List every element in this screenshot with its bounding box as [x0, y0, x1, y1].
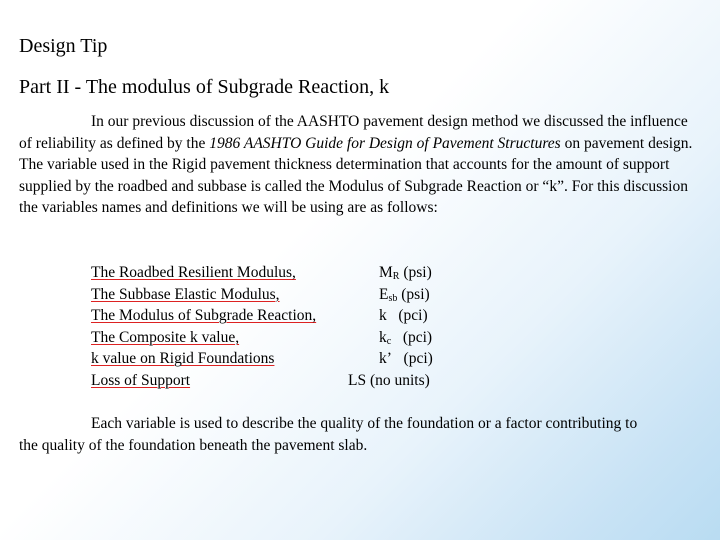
intro-text-1: In our previous discussion of the AASHTO pavement design method we discussed the influence of reliability as defined by the	[19, 113, 688, 152]
variable-row	[91, 284, 451, 306]
guide-title: 1986 AASHTO Guide for Design of Pavement Structures	[209, 134, 561, 152]
variable-name: The Modulus of Subgrade Reaction,	[91, 307, 317, 325]
variable-row	[91, 327, 451, 349]
intro-paragraph	[19, 111, 694, 219]
variable-symbol: k’ (pci)	[379, 350, 433, 368]
variable-symbol: $E_{sb}$ (psi)	[379, 285, 430, 304]
variable-name: The Composite k value,	[91, 328, 240, 346]
variable-name: Loss of Support	[91, 371, 191, 389]
variable-row	[91, 262, 451, 284]
variable-symbol: $k_c$ (pci)	[379, 328, 433, 347]
variable-name: The Subbase Elastic Modulus,	[91, 285, 280, 303]
variable-row	[91, 305, 451, 327]
intro-text-2: on pavement design. The variable used in the Rigid pavement thickness determination that accounts for the amount of support supplied by the roadbed and subbase is called the Modulus of Subgrade Reaction or “k”. For this discussion the variables names and definitions we will be using are as follows:	[19, 134, 693, 216]
slide-title: Design Tip	[19, 35, 108, 57]
closing-paragraph: Each variable is used to describe the quality of the foundation or a factor contributing to the quality of the foundation beneath the pavement slab.	[19, 415, 638, 454]
variable-symbol: LS (no units)	[348, 371, 430, 389]
variable-list	[91, 262, 451, 392]
variable-symbol: k (pci)	[379, 307, 428, 325]
variable-row	[91, 348, 451, 370]
variable-symbol: $M_R$ (psi)	[379, 264, 432, 282]
slide-subtitle: Part II - The modulus of Subgrade Reaction, k	[19, 76, 390, 98]
variable-row	[91, 370, 451, 392]
variable-name: The Roadbed Resilient Modulus,	[91, 264, 296, 281]
variable-name: k value on Rigid Foundations	[91, 350, 275, 368]
